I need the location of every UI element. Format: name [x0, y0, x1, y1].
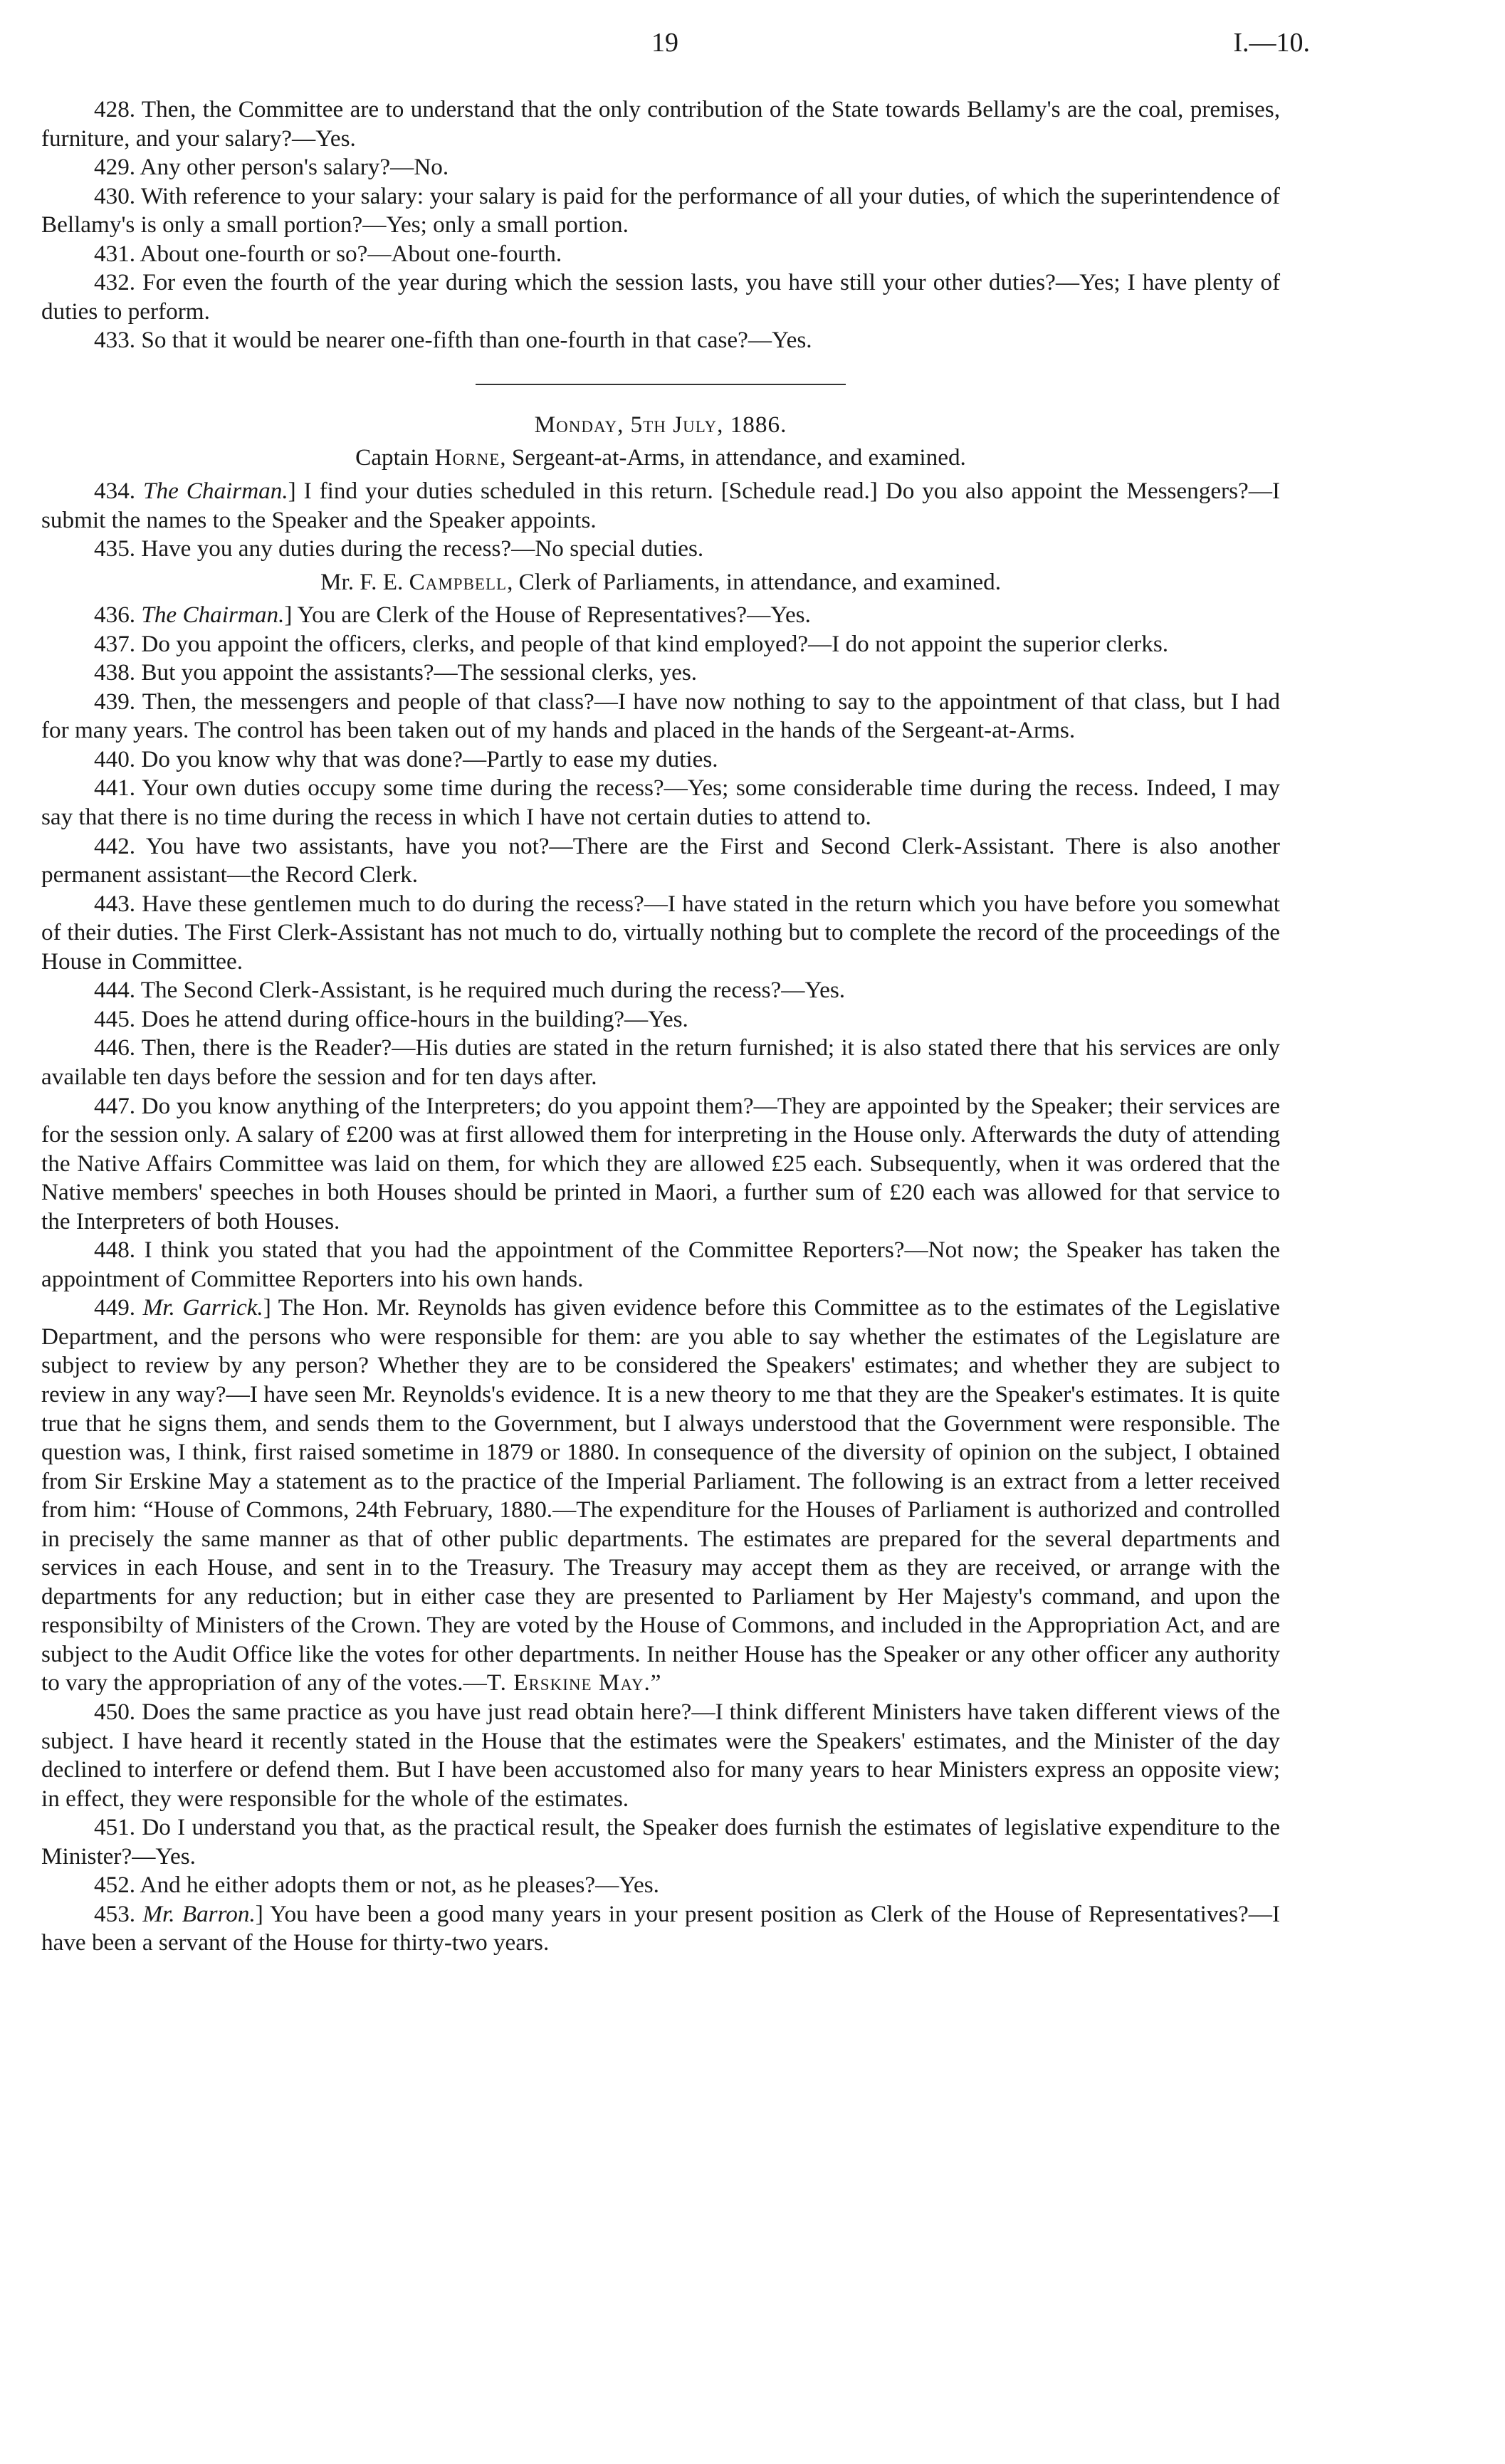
question-text: Any other person's salary?—No.: [140, 154, 449, 181]
question-text: Then, there is the Reader?—His duties are stated in the return furnished; it is also stated there that his services are only available ten days before the session and for ten days after.: [41, 1034, 1280, 1090]
question-number: 452.: [94, 1872, 136, 1899]
question-text: The Second Clerk-Assistant, is he required much during the recess?—Yes.: [140, 977, 846, 1004]
witness-title: Captain: [355, 444, 435, 471]
letter-signature: T. Erskine May.: [486, 1669, 651, 1697]
question-text: ] I find your duties scheduled in this return. [Schedule read.] Do you also appoint the Messengers?—I submit the names to the Speaker and the Speaker appoints.: [41, 478, 1280, 533]
evidence-block-campbell: [41, 601, 1280, 1958]
question-number: 435.: [94, 535, 136, 562]
question-text: So that it would be nearer one-fifth than one-fourth in that case?—Yes.: [141, 327, 812, 354]
witness-name: Campbell: [409, 568, 508, 595]
question-text: ] The Hon. Mr. Reynolds has given evidence before this Committee as to the estimates of the Legislative Department, and the persons who were responsible for them: are you able to say whether the estimates of the Legislature are subject to review by any person? Whether they are to be considered the Speakers' estimates; and whether they are subject to review in any way?—I have seen Mr. Reynolds's evidence. It is a new theory to me that they are the Speaker's estimates. It is quite true that he signs them, and sends them to the Government, but I always understood that the Government were responsible. The question was, I think, first raised sometime in 1879 or 1880. In consequence of the diversity of opinion on the subject, I obtained from Sir Erskine May a statement as to the practice of the Imperial Parliament. The following is an extract from a letter received from him: “House of Commons, 24th February, 1880.—The expenditure for the Houses of Parliament is authorized and controlled in precisely the same manner as that of other public departments. The estimates are prepared for the several departments and services in each House, and sent in to the Treasury. The Treasury may accept them as they are received, or arrange with the departments for any reduction; but in either case they are presented to Parliament by Her Majesty's command, and upon the responsibilty of Ministers of the Crown. They are voted by the House of Commons, and included in the Appropriation Act, and are subject to the Audit Office like the votes for other departments. In neither House has the Speaker or any other officer any authority to vary the appropriation of any of the votes.—: [41, 1294, 1281, 1697]
question-text: Do you know anything of the Interpreters; do you appoint them?—They are appointed by the Speaker; their services are for the session only. A salary of £200 was at first allowed them for interpreting in the House only. Afterwards the duty of attending the Native Affairs Committee was laid on them, for which they are allowed £25 each. Subsequently, when it was ordered that the Native members' speeches in both Houses should be printed in Maori, a further sum of £20 each was allowed for that service to the Interpreters of both Houses.: [41, 1092, 1280, 1234]
question-number: 428.: [94, 96, 136, 122]
question-438: [41, 659, 1280, 688]
question-number: 443.: [94, 890, 136, 917]
witness-heading-campbell: [41, 568, 1280, 597]
question-text: About one-fourth or so?—About one-fourth.: [140, 240, 562, 267]
question-text: Do you know why that was done?—Partly to ease my duties.: [141, 745, 718, 772]
question-text: ] You have been a good many years in your present position as Clerk of the House of Representatives?—I have been a servant of the House for thirty-two years.: [41, 1900, 1280, 1956]
question-445: [41, 1005, 1280, 1034]
question-text: Does the same practice as you have just read obtain here?—I think different Ministers have taken different views of the subject. I have heard it recently stated in the House that the estimates were the Speakers' estimates, and the Minister of the day declined to interfere or defend them. But I have been accustomed also for many years to hear Ministers express an opposite view; in effect, they were responsible for the whole of the estimates.: [41, 1698, 1280, 1812]
evidence-block-bellamys: [41, 95, 1280, 355]
question-number: 431.: [94, 240, 136, 267]
witness-role: , Sergeant-at-Arms, in attendance, and examined.: [500, 444, 966, 471]
question-text: For even the fourth of the year during which the session lasts, you have still your other duties?—Yes; I have plenty of duties to perform.: [41, 269, 1280, 325]
question-437: [41, 630, 1280, 659]
question-text: ] You are Clerk of the House of Representatives?—Yes.: [284, 602, 811, 629]
question-number: 430.: [94, 182, 136, 209]
document-reference: I.—10.: [1233, 28, 1310, 58]
question-447: [41, 1092, 1280, 1237]
speaker-name: Mr. Garrick.: [142, 1294, 263, 1321]
question-text: I think you stated that you had the appointment of the Committee Reporters?—Not now; the Speaker has taken the appointment of Committee Reporters into his own hands.: [41, 1237, 1281, 1292]
question-text: Have these gentlemen much to do during the recess?—I have stated in the return which you have before you somewhat of their duties. The First Clerk-Assistant has not much to do, virtually nothing but to complete the record of the proceedings of the House in Committee.: [41, 890, 1281, 975]
speaker-name: The Chairman.: [143, 478, 288, 505]
question-text: Then, the Committee are to understand that the only contribution of the State towards Bellamy's are the coal, premises, furniture, and your salary?—Yes.: [41, 96, 1280, 152]
question-433: [41, 326, 1280, 355]
question-436: [41, 601, 1280, 630]
page-header: [0, 27, 1505, 70]
question-text: Then, the messengers and people of that class?—I have now nothing to say to the appointment of that class, but I had for many years. The control has been taken out of my hands and placed in the hands of the Sergeant-at-Arms.: [41, 688, 1281, 744]
question-number: 436.: [94, 602, 136, 629]
question-number: 432.: [94, 269, 136, 296]
question-number: 447.: [94, 1092, 136, 1119]
witness-heading-horne: [41, 444, 1280, 473]
question-451: [41, 1813, 1280, 1871]
question-432: [41, 268, 1280, 326]
question-448: [41, 1236, 1280, 1294]
speaker-name: The Chairman.: [141, 602, 285, 629]
question-440: [41, 745, 1280, 775]
question-434: [41, 477, 1280, 535]
question-number: 429.: [94, 154, 136, 181]
witness-role: , Clerk of Parliaments, in attendance, and examined.: [507, 568, 1002, 595]
question-number: 437.: [94, 630, 136, 657]
question-450: [41, 1698, 1280, 1813]
question-428: [41, 95, 1280, 153]
question-453: [41, 1900, 1280, 1958]
question-number: 450.: [94, 1698, 136, 1725]
question-number: 445.: [94, 1005, 136, 1032]
question-number: 438.: [94, 659, 136, 686]
question-number: 433.: [94, 327, 136, 354]
closing-quote: ”: [650, 1669, 661, 1697]
section-divider: [476, 384, 846, 385]
question-text: Have you any duties during the recess?—No special duties.: [141, 535, 704, 562]
question-text: Your own duties occupy some time during the recess?—Yes; some considerable time during the recess. Indeed, I may say that there is no time during the recess in which I have not certain duties to attend to.: [41, 775, 1280, 831]
evidence-block-horne: [41, 477, 1280, 564]
question-number: 434.: [94, 478, 136, 505]
document-body: [41, 95, 1280, 1958]
question-442: [41, 832, 1280, 890]
question-number: 448.: [94, 1237, 136, 1264]
question-435: [41, 535, 1280, 564]
question-439: [41, 688, 1280, 745]
question-number: 453.: [94, 1900, 136, 1927]
question-number: 451.: [94, 1814, 136, 1841]
question-text: And he either adopts them or not, as he pleases?—Yes.: [140, 1872, 659, 1899]
question-443: [41, 890, 1280, 977]
question-number: 442.: [94, 832, 136, 859]
question-text: But you appoint the assistants?—The sessional clerks, yes.: [141, 659, 698, 686]
question-430: [41, 182, 1280, 240]
question-number: 439.: [94, 688, 136, 715]
witness-name: Horne: [434, 444, 500, 471]
question-431: [41, 240, 1280, 269]
question-number: 440.: [94, 745, 136, 772]
question-text: With reference to your salary: your salary is paid for the performance of all your duties, of which the superintendence of Bellamy's is only a small portion?—Yes; only a small portion.: [41, 182, 1280, 238]
question-text: Do I understand you that, as the practical result, the Speaker does furnish the estimates of legislative expenditure to the Minister?—Yes.: [41, 1814, 1281, 1870]
question-444: [41, 976, 1280, 1005]
question-441: [41, 774, 1280, 832]
speaker-name: Mr. Barron.: [142, 1900, 256, 1927]
question-number: 446.: [94, 1034, 136, 1061]
question-449: [41, 1294, 1280, 1698]
question-number: 444.: [94, 977, 136, 1004]
question-452: [41, 1871, 1280, 1900]
witness-title: Mr. F. E.: [320, 568, 409, 595]
question-429: [41, 153, 1280, 182]
question-number: 449.: [94, 1294, 136, 1321]
session-date: Monday, 5th July, 1886.: [534, 411, 787, 438]
question-number: 441.: [94, 775, 136, 802]
question-446: [41, 1034, 1280, 1091]
question-text: Do you appoint the officers, clerks, and people of that kind employed?—I do not appoint the superior clerks.: [141, 630, 1169, 657]
question-text: Does he attend during office-hours in the building?—Yes.: [141, 1005, 688, 1032]
page-number: 19: [651, 28, 678, 58]
question-text: You have two assistants, have you not?—There are the First and Second Clerk-Assistant. There is also another permanent assistant—the Record Clerk.: [41, 832, 1280, 888]
